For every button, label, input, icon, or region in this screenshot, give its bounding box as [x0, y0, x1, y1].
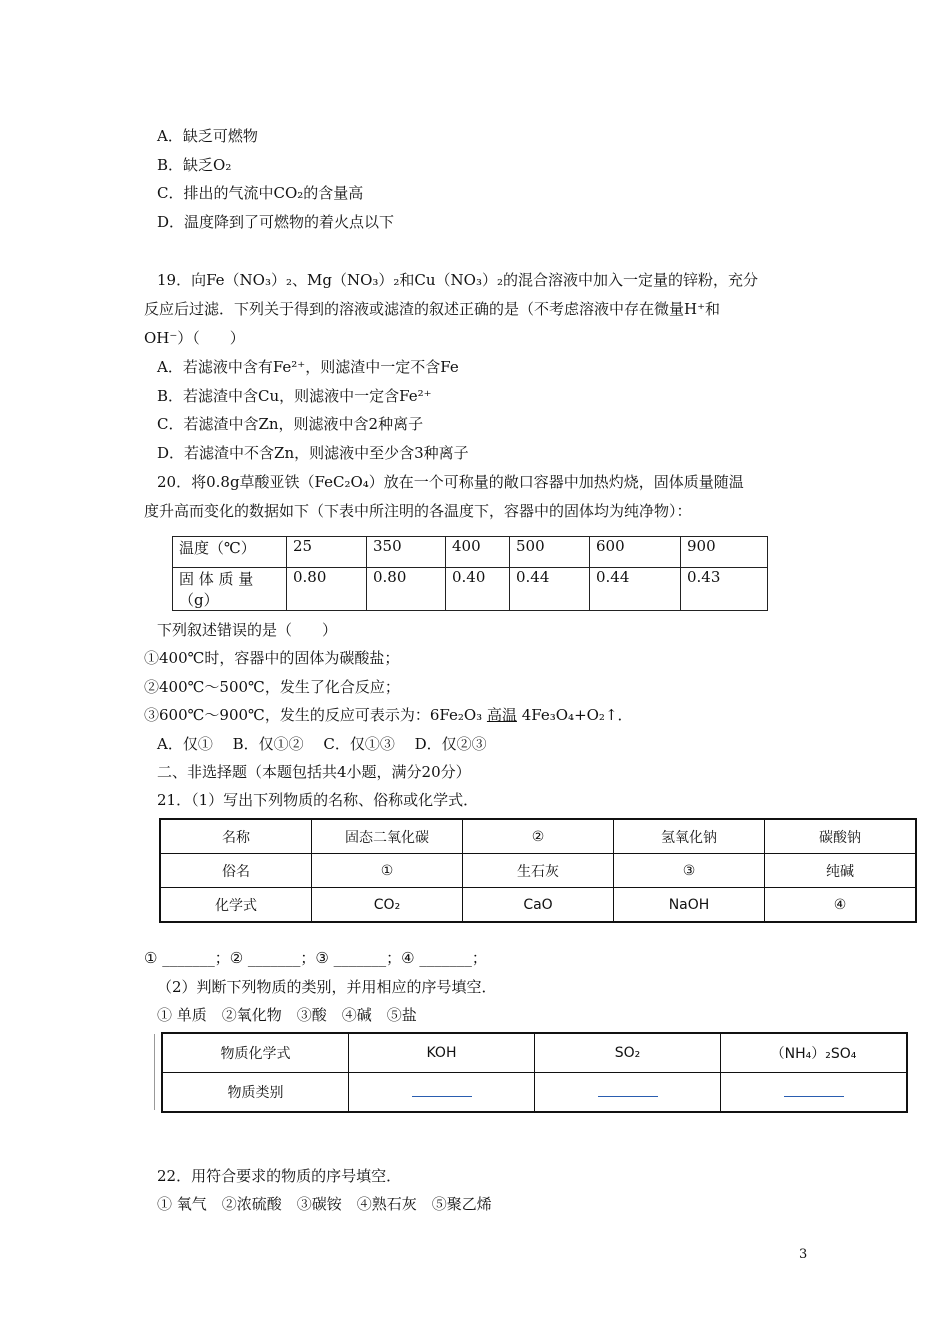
table-cell: NaOH	[614, 888, 765, 923]
table-cell: 名称	[160, 819, 312, 854]
table-cell: 0.44	[590, 568, 681, 611]
table-cell: ③	[614, 854, 765, 888]
table-cell: 25	[287, 537, 367, 568]
q20-stem-line2: 度升高而变化的数据如下（下表中所注明的各温度下，容器中的固体均为纯净物）：	[144, 502, 692, 520]
q19-option-c: C．若滤渣中含Zn，则滤液中含2种离子	[157, 415, 424, 433]
q19-stem-line1: 19．向Fe（NO₃）₂、Mg（NO₃）₂和Cu（NO₃）₂的混合溶液中加入一定量的锌粉，充分	[157, 271, 758, 289]
table-cell: 物质类别	[162, 1073, 349, 1113]
answer-cell	[349, 1073, 535, 1113]
q18-option-b: B．缺乏O₂	[157, 156, 232, 174]
q21-names-table	[159, 818, 917, 923]
mass-unit: （g）	[179, 591, 219, 609]
q18-option-a: A．缺乏可燃物	[157, 127, 258, 145]
q19-stem-line2: 反应后过滤．下列关于得到的溶液或滤渣的叙述正确的是（不考虑溶液中存在微量H⁺和	[144, 300, 721, 318]
table-cell: 500	[510, 537, 590, 568]
table-cell: 物质化学式	[162, 1033, 349, 1073]
table-cell: KOH	[349, 1033, 535, 1073]
q18-option-d: D．温度降到了可燃物的着火点以下	[157, 213, 395, 231]
q21-part2-stem: （2）判断下列物质的类别，并用相应的序号填空．	[157, 978, 497, 996]
table-cell: 350	[367, 537, 446, 568]
q21-stem: 21．（1）写出下列物质的名称、俗称或化学式．	[157, 791, 479, 809]
q19-stem-line3: OH⁻）（ ）	[144, 329, 245, 347]
q20-statement-1: ①400℃时，容器中的固体为碳酸盐；	[144, 649, 400, 667]
table-cell: SO₂	[535, 1033, 721, 1073]
table-cell: 0.44	[510, 568, 590, 611]
statement3-suffix: 4Fe₃O₄+O₂↑．	[521, 706, 633, 724]
table-cell: 纯碱	[765, 854, 917, 888]
answer-blank[interactable]	[412, 1084, 472, 1097]
table-cell: 600	[590, 537, 681, 568]
table-cell: 0.40	[446, 568, 510, 611]
table-left-rule	[154, 1034, 155, 1110]
q20-stem-line1: 20．将0.8g草酸亚铁（FeC₂O₄）放在一个可称量的敞口容器中加热灼烧，固体质量随温	[157, 473, 744, 491]
table-cell: 固态二氧化碳	[312, 819, 463, 854]
q20-question: 下列叙述错误的是（ ）	[157, 621, 338, 639]
q20-choices: A．仅① B．仅①② C．仅①③ D．仅②③	[157, 735, 487, 753]
table-cell: ②	[463, 819, 614, 854]
table-cell: ④	[765, 888, 917, 923]
q19-option-d: D．若滤渣中不含Zn，则滤液中至少含3种离子	[157, 444, 469, 462]
answer-blank[interactable]	[784, 1084, 844, 1097]
page-number: 3	[799, 1247, 808, 1262]
q21-category-table	[161, 1032, 908, 1113]
mass-label: 固 体 质 量	[179, 570, 254, 588]
answer-blank[interactable]	[598, 1084, 658, 1097]
table-cell: 碳酸钠	[765, 819, 917, 854]
table-cell: 0.43	[681, 568, 768, 611]
table-cell: CaO	[463, 888, 614, 923]
statement3-prefix: ③600℃～900℃，发生的反应可表示为：6Fe₂O₃	[144, 706, 483, 724]
q21-blanks-line: ① _______；② _______；③ _______；④ _______；	[144, 949, 487, 967]
table-header-cell: 温度（℃）	[173, 537, 287, 568]
table-cell: 生石灰	[463, 854, 614, 888]
q21-categories: ① 单质 ②氧化物 ③酸 ④碱 ⑤盐	[157, 1006, 417, 1024]
q19-option-b: B．若滤渣中含Cu，则滤液中一定含Fe²⁺	[157, 387, 432, 405]
table-cell: 化学式	[160, 888, 312, 923]
table-header-cell	[173, 568, 287, 611]
table-cell: 0.80	[367, 568, 446, 611]
q20-data-table	[172, 536, 768, 611]
q20-statement-3	[144, 705, 633, 725]
q18-option-c: C．排出的气流中CO₂的含量高	[157, 184, 364, 202]
q22-stem: 22．用符合要求的物质的序号填空．	[157, 1167, 402, 1185]
table-cell: 氢氧化钠	[614, 819, 765, 854]
table-cell: ①	[312, 854, 463, 888]
q22-options: ① 氧气 ②浓硫酸 ③碳铵 ④熟石灰 ⑤聚乙烯	[157, 1195, 492, 1213]
q19-option-a: A．若滤液中含有Fe²⁺，则滤渣中一定不含Fe	[157, 358, 459, 376]
answer-cell	[721, 1073, 908, 1113]
q20-statement-2: ②400℃～500℃，发生了化合反应；	[144, 678, 400, 696]
section-heading: 二、非选择题（本题包括共4小题，满分20分）	[157, 763, 471, 781]
table-cell: CO₂	[312, 888, 463, 923]
table-cell: 俗名	[160, 854, 312, 888]
table-cell: 900	[681, 537, 768, 568]
table-cell: 0.80	[287, 568, 367, 611]
reaction-condition: 高温	[486, 706, 517, 724]
answer-cell	[535, 1073, 721, 1113]
table-cell: （NH₄）₂SO₄	[721, 1033, 908, 1073]
table-cell: 400	[446, 537, 510, 568]
